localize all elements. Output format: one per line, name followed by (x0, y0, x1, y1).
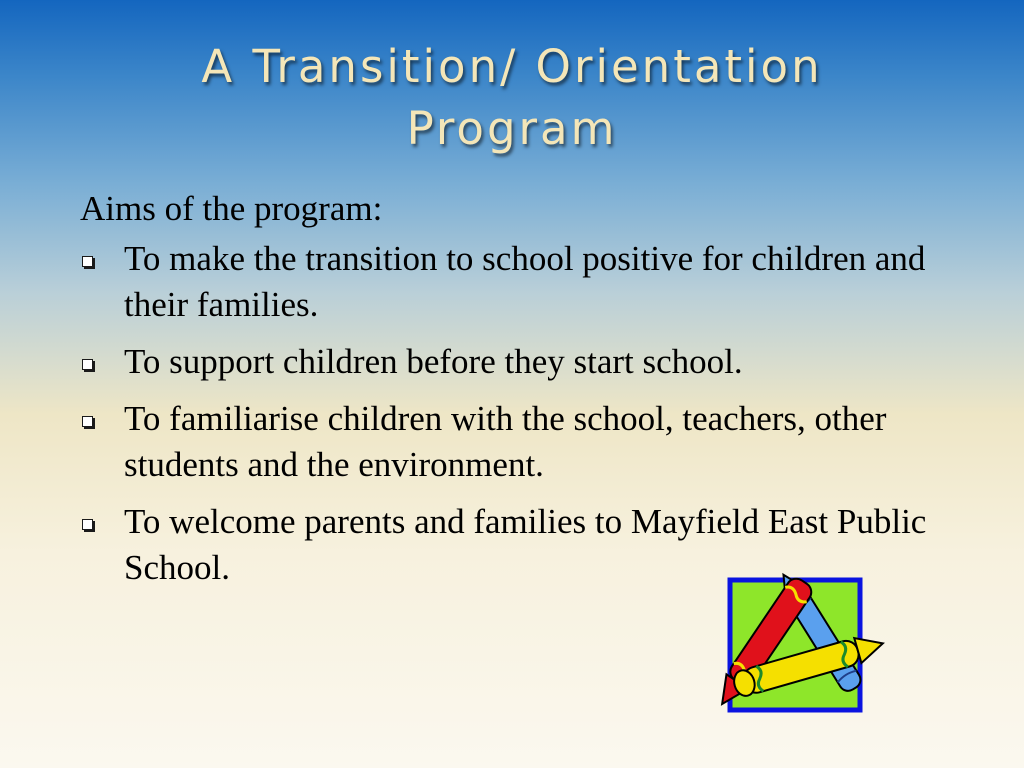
checkbox-bullet-icon (82, 359, 93, 370)
slide-body (80, 186, 960, 602)
bullet-text: To make the transition to school positive for children and their families. (124, 239, 926, 324)
bullet-item (80, 339, 960, 385)
bullet-text: To welcome parents and families to Mayfield East Public School. (124, 502, 927, 587)
checkbox-bullet-icon (82, 256, 93, 267)
bullet-item (80, 396, 960, 488)
slide-title-line-2: Program (406, 102, 618, 155)
bullet-text: To support children before they start school. (124, 342, 743, 381)
aims-label: Aims of the program: (80, 189, 383, 228)
bullet-item (80, 236, 960, 328)
crayons-icon (710, 560, 890, 720)
checkbox-bullet-icon (82, 416, 93, 427)
bullet-text: To familiarise children with the school, teachers, other students and the environment. (124, 399, 887, 484)
bullet-list (80, 236, 960, 591)
slide-title (0, 36, 1024, 160)
checkbox-bullet-icon (82, 519, 93, 530)
slide-title-line-1: A Transition/ Orientation (201, 40, 823, 93)
